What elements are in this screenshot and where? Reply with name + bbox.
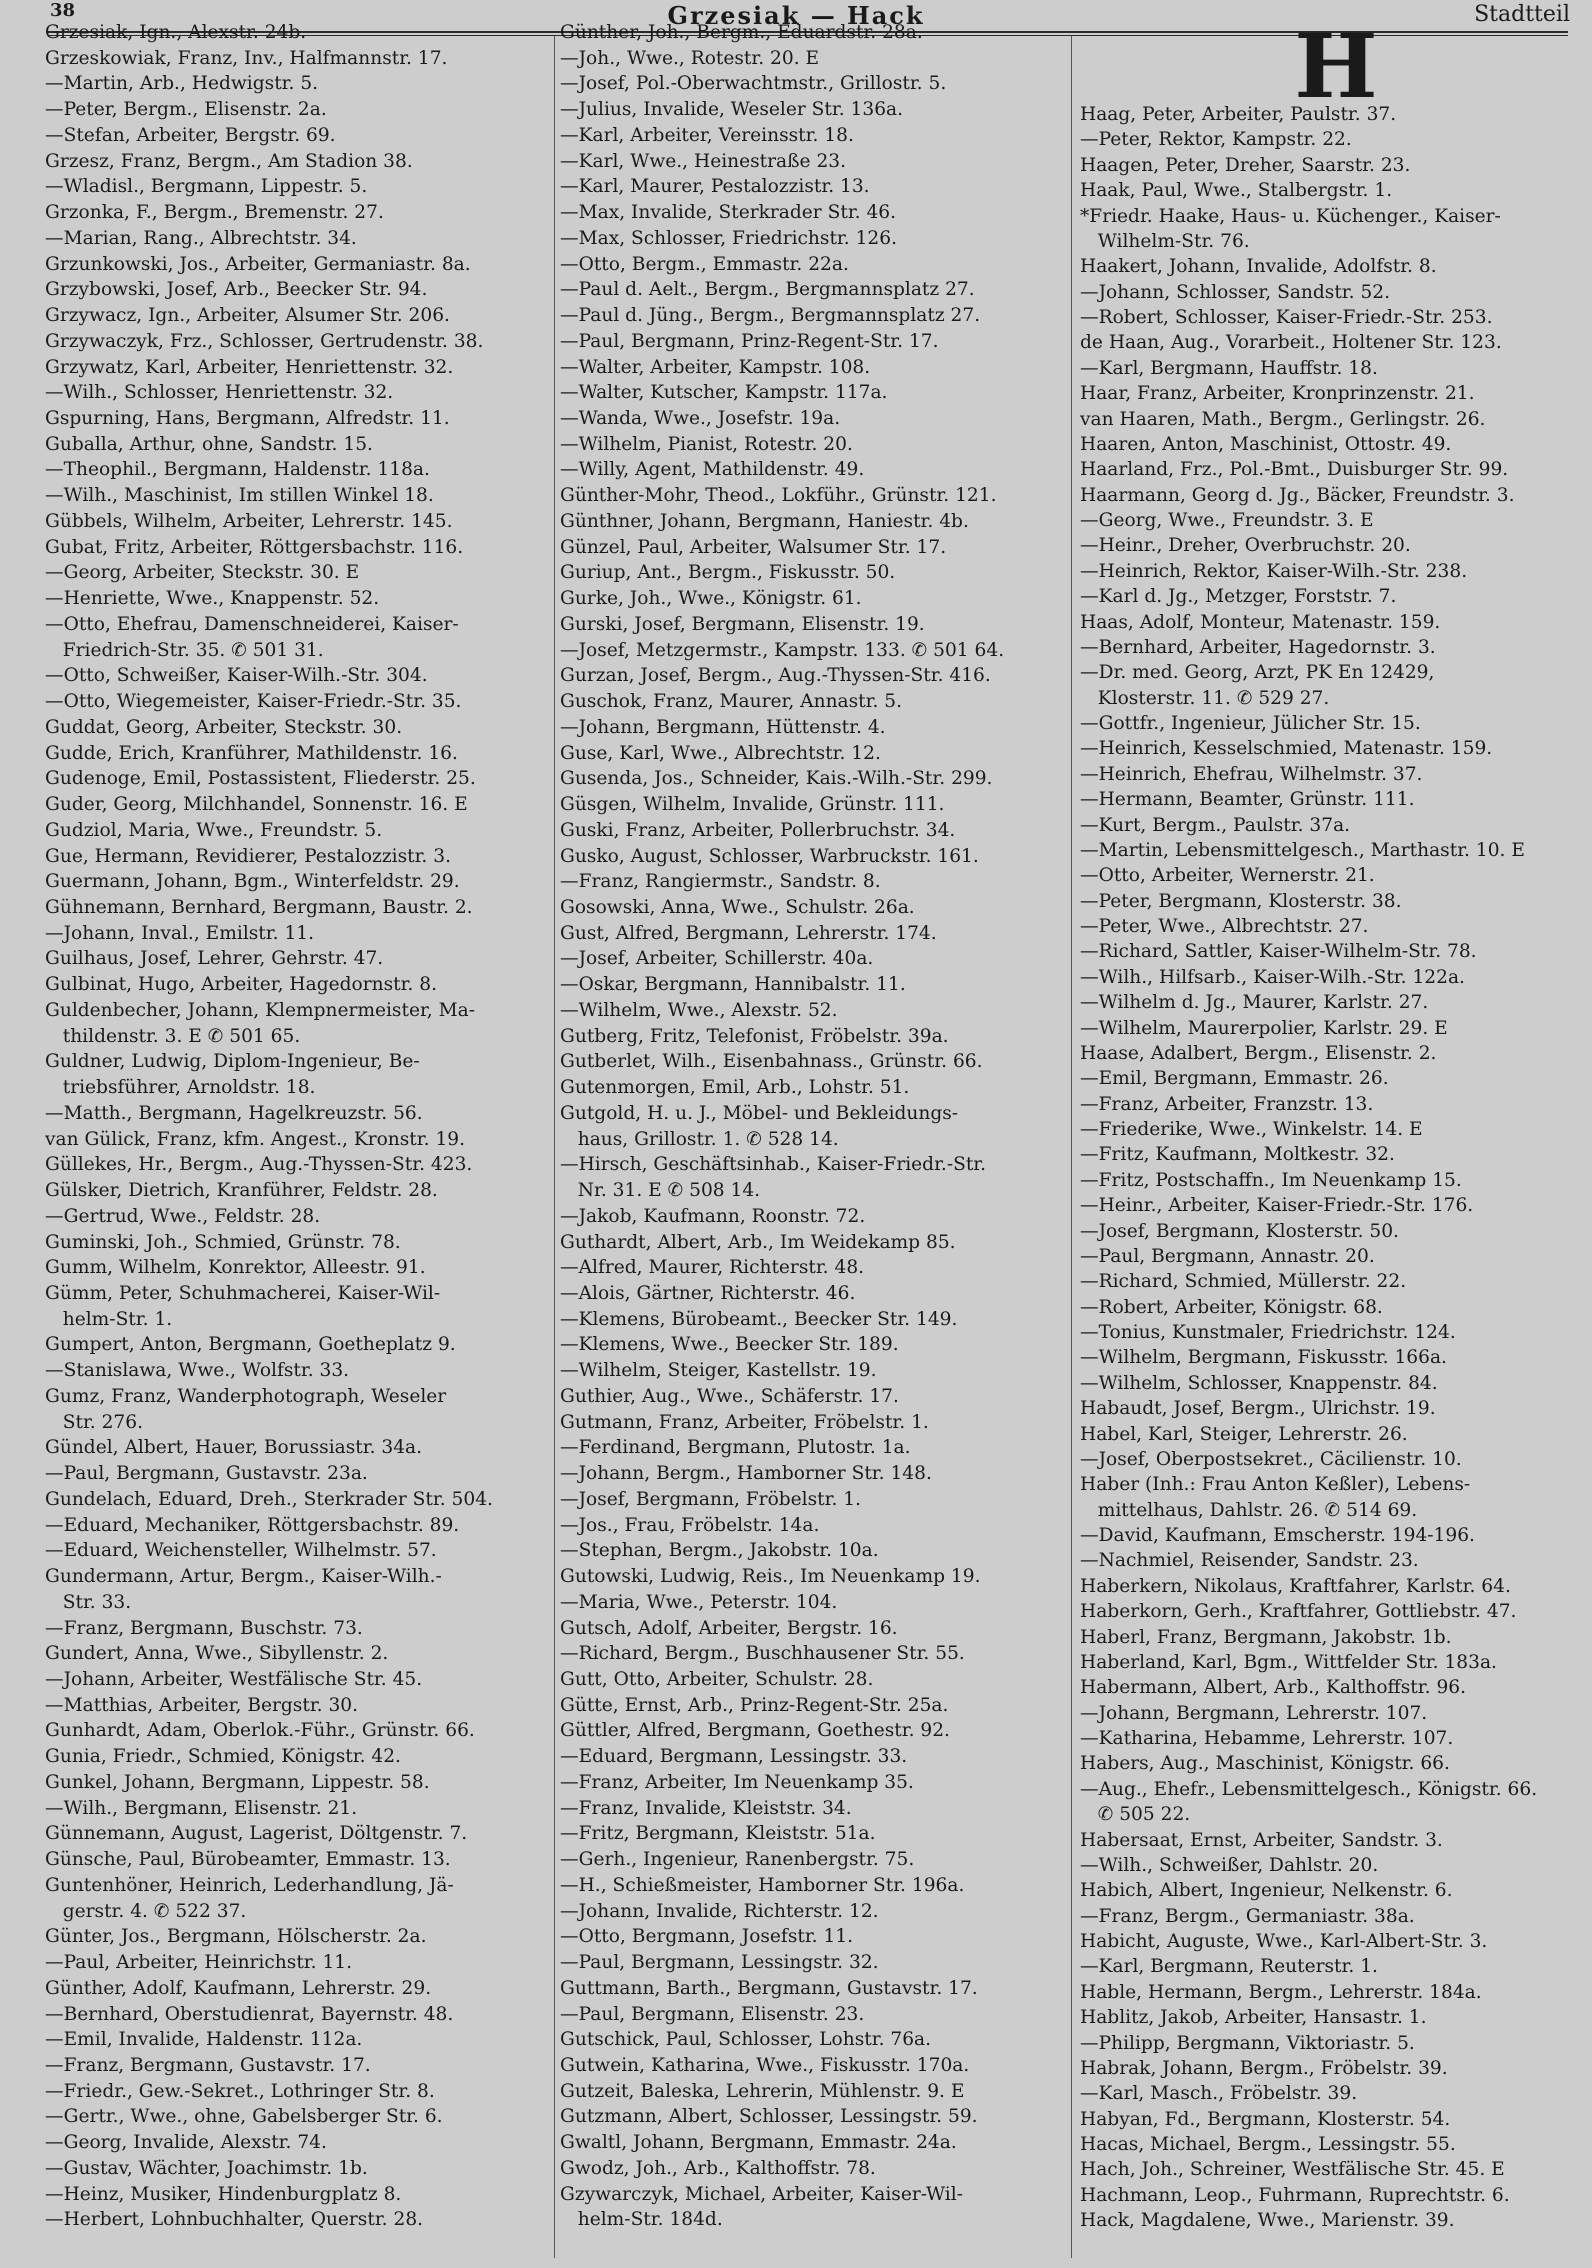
directory-entry: gerstr. 4. ✆ 522 37. [45,1900,247,1922]
directory-entry: —Johann, Schlosser, Sandstr. 52. [1080,281,1391,303]
directory-entry: —Josef, Arbeiter, Schillerstr. 40a. [560,948,874,970]
directory-entry: —Franz, Bergmann, Buschstr. 73. [45,1617,363,1639]
directory-entry: Grzywacz, Ign., Arbeiter, Alsumer Str. 206. [45,305,450,327]
directory-entry: —Wilhelm, Bergmann, Fiskusstr. 166a. [1080,1347,1447,1369]
directory-entry: Nr. 31. E ✆ 508 14. [560,1180,761,1202]
directory-entry: Gümm, Peter, Schuhmacherei, Kaiser-Wil- [45,1282,441,1304]
directory-entry: —Johann, Arbeiter, Westfälische Str. 45. [45,1669,423,1690]
directory-entry: —Georg, Wwe., Freundstr. 3. E [1080,510,1374,531]
directory-entry: Haberkern, Nikolaus, Kraftfahrer, Karlstr. 64. [1080,1575,1511,1597]
directory-entry: —Otto, Schweißer, Kaiser-Wilh.-Str. 304. [45,665,428,687]
directory-entry: Grzonka, F., Bergm., Bremenstr. 27. [45,202,384,224]
directory-entry: Gwodz, Joh., Arb., Kalthoffstr. 78. [560,2157,876,2179]
directory-entry: ✆ 505 22. [1080,1804,1191,1826]
directory-entry: Gurski, Josef, Bergmann, Elisenstr. 19. [560,613,925,635]
directory-entry: —Franz, Bergmann, Gustavstr. 17. [45,2055,371,2077]
directory-entry: —Stanislawa, Wwe., Wolfstr. 33. [45,1360,350,1382]
directory-entry: —Paul, Bergmann, Elisenstr. 23. [560,2003,865,2025]
directory-entry: —Paul, Bergmann, Gustavstr. 23a. [45,1463,368,1485]
directory-entry: Grzeskowiak, Franz, Inv., Halfmannstr. 17. [45,47,448,69]
directory-entry: —Gertrud, Wwe., Feldstr. 28. [45,1205,321,1227]
directory-entry: Guder, Georg, Milchhandel, Sonnenstr. 16. E [45,794,468,816]
directory-entry: Gübbels, Wilhelm, Arbeiter, Lehrerstr. 145. [45,510,453,532]
directory-entry: —Tonius, Kunstmaler, Friedrichstr. 124. [1080,1322,1456,1343]
directory-entry: Guermann, Johann, Bgm., Winterfeldstr. 29. [45,871,460,893]
directory-entry: —Josef, Pol.-Oberwachtmstr., Grillostr. 5. [560,73,947,95]
directory-entry: Habers, Aug., Maschinist, Königstr. 66. [1080,1753,1450,1775]
directory-entry: Gutsch, Adolf, Arbeiter, Bergstr. 16. [560,1617,898,1639]
directory-entry: Guballa, Arthur, ohne, Sandstr. 15. [45,433,373,455]
directory-entry: —Josef, Metzgermstr., Kampstr. 133. ✆ 501 64. [560,639,1005,661]
directory-entry: Guilhaus, Josef, Lehrer, Gehrstr. 47. [45,948,384,970]
directory-entry: —Wilhelm, Steiger, Kastellstr. 19. [560,1360,877,1382]
directory-entry: Haber (Inh.: Frau Anton Keßler), Lebens- [1080,1474,1471,1496]
directory-entry: Günter, Jos., Bergmann, Hölscherstr. 2a. [45,1926,427,1948]
page-number: 38 [50,0,76,21]
directory-entry: —Wilh., Hilfsarb., Kaiser-Wilh.-Str. 122a. [1080,966,1465,988]
directory-entry: Güttler, Alfred, Bergmann, Goethestr. 92. [560,1720,950,1742]
directory-entry: —Franz, Invalide, Kleiststr. 34. [560,1797,852,1819]
directory-entry: Hack, Magdalene, Wwe., Marienstr. 39. [1080,2210,1455,2232]
directory-entry: Haakert, Johann, Invalide, Adolfstr. 8. [1080,256,1437,278]
directory-entry: Gütte, Ernst, Arb., Prinz-Regent-Str. 25a. [560,1694,949,1716]
directory-entry: —Bernhard, Oberstudienrat, Bayernstr. 48. [45,2003,454,2025]
directory-entry: —Johann, Bergmann, Hüttenstr. 4. [560,716,886,738]
directory-entry: haus, Grillostr. 1. ✆ 528 14. [560,1128,839,1150]
directory-entry: —Josef, Oberpostsekret., Cäcilienstr. 10. [1080,1448,1462,1470]
directory-entry: Günzel, Paul, Arbeiter, Walsumer Str. 17. [560,536,947,558]
directory-entry: —Richard, Schmied, Müllerstr. 22. [1080,1271,1407,1293]
directory-entry: —Paul d. Jüng., Bergm., Bergmannsplatz 27. [560,305,981,327]
directory-entry: Grzesz, Franz, Bergm., Am Stadion 38. [45,150,413,172]
directory-entry: Hable, Hermann, Bergm., Lehrerstr. 184a. [1080,1981,1482,2003]
directory-entry: —Franz, Rangiermstr., Sandstr. 8. [560,871,881,893]
directory-entry: —Matthias, Arbeiter, Bergstr. 30. [45,1694,359,1716]
directory-entry: Hacas, Michael, Bergm., Lessingstr. 55. [1080,2134,1456,2155]
directory-entry: —Eduard, Mechaniker, Röttgersbachstr. 89. [45,1514,460,1536]
directory-entry: Gusko, August, Schlosser, Warbruckstr. 161. [560,845,979,867]
directory-entry: —Paul, Bergmann, Annastr. 20. [1080,1245,1375,1267]
directory-entry: Günthner, Johann, Bergmann, Haniestr. 4b. [560,510,969,532]
directory-entry: de Haan, Aug., Vorarbeit., Holtener Str. 123. [1080,332,1502,354]
directory-entry: Hachmann, Leop., Fuhrmann, Ruprechtstr. 6. [1080,2184,1510,2206]
section-letter: H [1294,14,1378,118]
directory-entry: —Heinrich, Rektor, Kaiser-Wilh.-Str. 238. [1080,560,1468,582]
directory-entry: —Stephan, Bergm., Jakobstr. 10a. [560,1540,879,1562]
directory-entry: —Gerh., Ingenieur, Ranenbergstr. 75. [560,1849,915,1871]
column-2 [560,20,1065,2233]
directory-entry: —Karl, Maurer, Pestalozzistr. 13. [560,176,870,198]
directory-entry: Hablitz, Jakob, Arbeiter, Hansastr. 1. [1080,2007,1427,2029]
directory-entry: Habrak, Johann, Bergm., Fröbelstr. 39. [1080,2057,1448,2079]
directory-entry: —Georg, Arbeiter, Steckstr. 30. E [45,562,360,584]
directory-entry: Guthardt, Albert, Arb., Im Weidekamp 85. [560,1231,956,1253]
directory-entry: Gutgold, H. u. J., Möbel- und Bekleidungs- [560,1102,959,1124]
directory-entry: —Peter, Bergmann, Klosterstr. 38. [1080,890,1402,912]
directory-entry: —Theophil., Bergmann, Haldenstr. 118a. [45,459,430,481]
directory-entry: Güsgen, Wilhelm, Invalide, Grünstr. 111. [560,794,945,816]
directory-entry: Haak, Paul, Wwe., Stalbergstr. 1. [1080,180,1393,202]
directory-entry: —Jos., Frau, Fröbelstr. 14a. [560,1514,820,1536]
column-divider [1071,36,1072,2258]
directory-entry: —Matth., Bergmann, Hagelkreuzstr. 56. [45,1102,423,1124]
directory-entry: Haarland, Frz., Pol.-Bmt., Duisburger Str. 99. [1080,459,1509,481]
directory-entry: thildenstr. 3. E ✆ 501 65. [45,1025,301,1047]
directory-entry: —Josef, Bergmann, Fröbelstr. 1. [560,1488,862,1510]
directory-entry: —Otto, Ehefrau, Damenschneiderei, Kaiser- [45,613,459,635]
directory-entry: —Karl, Masch., Fröbelstr. 39. [1080,2083,1358,2105]
directory-entry: —Eduard, Weichensteller, Wilhelmstr. 57. [45,1540,437,1562]
directory-entry: —Julius, Invalide, Weseler Str. 136a. [560,99,904,121]
directory-entry: Gumpert, Anton, Bergmann, Goetheplatz 9. [45,1334,456,1356]
directory-entry: —Wilh., Bergmann, Elisenstr. 21. [45,1797,358,1819]
directory-entry: Gunhardt, Adam, Oberlok.-Führ., Grünstr. 66. [45,1720,475,1742]
directory-entry: Günther, Adolf, Kaufmann, Lehrerstr. 29. [45,1977,432,1999]
directory-entry: —Katharina, Hebamme, Lehrerstr. 107. [1080,1728,1454,1749]
directory-entry: —Wladisl., Bergmann, Lippestr. 5. [45,176,368,198]
directory-entry: —Paul, Bergmann, Lessingstr. 32. [560,1952,879,1974]
directory-entry: Hach, Joh., Schreiner, Westfälische Str. 45. E [1080,2159,1505,2181]
directory-entry: Gundelach, Eduard, Dreh., Sterkrader Str. 504. [45,1488,493,1510]
directory-entry: Guse, Karl, Wwe., Albrechtstr. 12. [560,742,881,764]
directory-entry: Gwaltl, Johann, Bergmann, Emmastr. 24a. [560,2132,957,2154]
directory-entry: —Heinr., Arbeiter, Kaiser-Friedr.-Str. 176. [1080,1195,1474,1217]
directory-entry: helm-Str. 1. [45,1308,173,1330]
directory-entry: —Wilhelm, Wwe., Alexstr. 52. [560,999,838,1021]
directory-entry: —Robert, Arbeiter, Königstr. 68. [1080,1296,1383,1318]
directory-entry: Gutschick, Paul, Schlosser, Lohstr. 76a. [560,2029,932,2051]
directory-entry: Gutt, Otto, Arbeiter, Schulstr. 28. [560,1669,874,1690]
directory-entry: —Hirsch, Geschäftsinhab., Kaiser-Friedr.-Str. [560,1154,987,1176]
directory-entry: Gurzan, Josef, Bergm., Aug.-Thyssen-Str. 416. [560,665,991,687]
directory-entry: Haagen, Peter, Dreher, Saarstr. 23. [1080,154,1411,176]
directory-entry: Gutberlet, Wilh., Eisenbahnass., Grünstr. 66. [560,1051,983,1073]
directory-entry: Gumm, Wilhelm, Konrektor, Alleestr. 91. [45,1257,426,1279]
directory-entry: Gspurning, Hans, Bergmann, Alfredstr. 11. [45,408,450,430]
column-1 [45,20,550,2233]
directory-entry: —Johann, Invalide, Richterstr. 12. [560,1900,879,1922]
directory-entry: —Peter, Rektor, Kampstr. 22. [1080,129,1352,151]
directory-entry: Habyan, Fd., Bergmann, Klosterstr. 54. [1080,2108,1451,2130]
directory-entry: Gulbinat, Hugo, Arbeiter, Hagedornstr. 8. [45,974,437,996]
directory-entry: —Wilhelm d. Jg., Maurer, Karlstr. 27. [1080,992,1429,1014]
directory-entry: —Fritz, Postschaffn., Im Neuenkamp 15. [1080,1169,1462,1191]
directory-entry: Grzywaczyk, Frz., Schlosser, Gertrudenstr. 38. [45,330,484,352]
directory-entry: Günther-Mohr, Theod., Lokführ., Grünstr. 121. [560,485,997,507]
directory-entry: —Willy, Agent, Mathildenstr. 49. [560,459,865,481]
directory-entry: —Bernhard, Arbeiter, Hagedornstr. 3. [1080,636,1436,658]
directory-entry: —Franz, Arbeiter, Im Neuenkamp 35. [560,1771,914,1793]
directory-entry: Friedrich-Str. 35. ✆ 501 31. [45,639,324,661]
directory-entry: Günsche, Paul, Bürobeamter, Emmastr. 13. [45,1849,451,1871]
directory-entry: —Maria, Wwe., Peterstr. 104. [560,1591,838,1613]
directory-entry: —Otto, Bergmann, Josefstr. 11. [560,1926,854,1948]
directory-entry: —Franz, Arbeiter, Franzstr. 13. [1080,1093,1374,1115]
directory-entry: Wilhelm-Str. 76. [1080,230,1250,252]
directory-entry: —Marian, Rang., Albrechtstr. 34. [45,227,357,249]
directory-entry: Gutowski, Ludwig, Reis., Im Neuenkamp 19. [560,1566,981,1588]
column-divider [554,36,555,2258]
directory-entry: Gust, Alfred, Bergmann, Lehrerstr. 174. [560,922,937,944]
directory-entry: —Max, Schlosser, Friedrichstr. 126. [560,227,897,249]
directory-entry: Gunia, Friedr., Schmied, Königstr. 42. [45,1746,401,1768]
directory-entry: —Emil, Bergmann, Emmastr. 26. [1080,1068,1389,1090]
directory-entry: —Karl, Wwe., Heinestraße 23. [560,150,847,172]
directory-entry: Guthier, Aug., Wwe., Schäferstr. 17. [560,1385,899,1407]
directory-entry: triebsführer, Arnoldstr. 18. [45,1077,316,1099]
directory-entry: Haar, Franz, Arbeiter, Kronprinzenstr. 21. [1080,383,1475,405]
directory-entry: —Martin, Arb., Hedwigstr. 5. [45,73,319,95]
directory-entry: Gülsker, Dietrich, Kranführer, Feldstr. 28. [45,1180,438,1202]
directory-entry: —Paul, Bergmann, Prinz-Regent-Str. 17. [560,330,939,352]
directory-entry: Günther, Joh., Bergm., Eduardstr. 28a. [560,22,923,43]
directory-entry: Haas, Adolf, Monteur, Matenastr. 159. [1080,611,1441,633]
directory-entry: —Max, Invalide, Sterkrader Str. 46. [560,202,897,224]
directory-entry: —Aug., Ehefr., Lebensmittelgesch., Königstr. 66. [1080,1778,1538,1800]
directory-entry: Gundert, Anna, Wwe., Sibyllenstr. 2. [45,1643,389,1665]
directory-entry: —Wilh., Schweißer, Dahlstr. 20. [1080,1854,1379,1876]
directory-entry: Gunkel, Johann, Bergmann, Lippestr. 58. [45,1771,430,1793]
directory-entry: —Herbert, Lohnbuchhalter, Querstr. 28. [45,2209,424,2231]
directory-entry: —Peter, Wwe., Albrechtstr. 27. [1080,916,1369,937]
directory-entry: —Heinz, Musiker, Hindenburgplatz 8. [45,2183,402,2205]
directory-entry: Guriup, Ant., Bergm., Fiskusstr. 50. [560,562,896,584]
directory-entry: Gudziol, Maria, Wwe., Freundstr. 5. [45,819,383,841]
directory-entry: van Haaren, Math., Bergm., Gerlingstr. 26. [1080,408,1486,430]
directory-entry: Gubat, Fritz, Arbeiter, Röttgersbachstr. 116. [45,536,464,558]
directory-entry: Haberkorn, Gerh., Kraftfahrer, Gottliebstr. 47. [1080,1601,1517,1623]
directory-entry: —Heinrich, Kesselschmied, Matenastr. 159. [1080,738,1493,760]
directory-entry: Gutwein, Katharina, Wwe., Fiskusstr. 170a. [560,2055,970,2077]
directory-entry: Habel, Karl, Steiger, Lehrerstr. 26. [1080,1423,1408,1445]
directory-entry: Str. 33. [45,1591,132,1613]
directory-entry: —Alfred, Maurer, Richterstr. 48. [560,1257,865,1279]
directory-entry: —Richard, Bergm., Buschhausener Str. 55. [560,1643,965,1665]
directory-entry: Grzesiak, Ign., Alexstr. 24b. [45,22,307,43]
directory-entry: —Paul d. Aelt., Bergm., Bergmannsplatz 27. [560,279,975,301]
directory-entry: —Karl, Arbeiter, Vereinsstr. 18. [560,124,854,146]
directory-entry: —Fritz, Bergmann, Kleiststr. 51a. [560,1823,876,1845]
directory-entry: —Otto, Wiegemeister, Kaiser-Friedr.-Str. 35. [45,691,462,713]
directory-entry: Guttmann, Barth., Bergmann, Gustavstr. 17. [560,1977,978,1999]
directory-entry: —Karl d. Jg., Metzger, Forststr. 7. [1080,586,1397,608]
running-head-right: Stadtteil [1474,2,1570,27]
directory-entry: —Georg, Invalide, Alexstr. 74. [45,2132,327,2154]
directory-entry: Gutzeit, Baleska, Lehrerin, Mühlenstr. 9. E [560,2080,965,2102]
directory-entry: —Heinr., Dreher, Overbruchstr. 20. [1080,535,1411,557]
directory-entry: *Friedr. Haake, Haus- u. Küchenger., Kaiser- [1080,205,1501,227]
directory-entry: —Walter, Arbeiter, Kampstr. 108. [560,356,871,378]
directory-entry: Gutmann, Franz, Arbeiter, Fröbelstr. 1. [560,1411,929,1433]
directory-entry: Grzunkowski, Jos., Arbeiter, Germaniastr. 8a. [45,253,471,275]
directory-entry: —Heinrich, Ehefrau, Wilhelmstr. 37. [1080,763,1423,785]
directory-entry: Gündel, Albert, Hauer, Borussiastr. 34a. [45,1437,423,1459]
directory-entry: Habersaat, Ernst, Arbeiter, Sandstr. 3. [1080,1829,1443,1851]
directory-entry: —H., Schießmeister, Hamborner Str. 196a. [560,1874,965,1896]
directory-entry: —David, Kaufmann, Emscherstr. 194-196. [1080,1525,1475,1546]
directory-entry: Haberl, Franz, Bergmann, Jakobstr. 1b. [1080,1626,1452,1648]
directory-entry: —Johann, Inval., Emilstr. 11. [45,922,315,944]
directory-entry: —Friederike, Wwe., Winkelstr. 14. E [1080,1119,1423,1140]
directory-entry: —Gustav, Wächter, Joachimstr. 1b. [45,2157,368,2179]
directory-entry: —Klemens, Bürobeamt., Beecker Str. 149. [560,1308,958,1330]
directory-entry: —Kurt, Bergm., Paulstr. 37a. [1080,814,1351,836]
directory-entry: —Wilhelm, Schlosser, Knappenstr. 84. [1080,1372,1438,1394]
directory-entry: Grzybowski, Josef, Arb., Beecker Str. 94. [45,279,428,301]
directory-entry: —Peter, Bergm., Elisenstr. 2a. [45,99,327,121]
directory-entry: —Wanda, Wwe., Josefstr. 19a. [560,408,841,430]
directory-entry: Guddat, Georg, Arbeiter, Steckstr. 30. [45,716,403,738]
directory-entry: van Gülick, Franz, kfm. Angest., Kronstr. 19. [45,1128,466,1150]
directory-entry: Haase, Adalbert, Bergm., Elisenstr. 2. [1080,1042,1437,1064]
directory-entry: Gumz, Franz, Wanderphotograph, Weseler [45,1385,447,1407]
directory-entry: Gosowski, Anna, Wwe., Schulstr. 26a. [560,896,915,918]
directory-entry: Guschok, Franz, Maurer, Annastr. 5. [560,691,903,713]
directory-entry: —Wilh., Maschinist, Im stillen Winkel 18. [45,485,434,507]
directory-entry: Guski, Franz, Arbeiter, Pollerbruchstr. 34. [560,819,956,841]
directory-entry: Guldner, Ludwig, Diplom-Ingenieur, Be- [45,1051,420,1073]
directory-entry: Guminski, Joh., Schmied, Grünstr. 78. [45,1231,401,1253]
directory-entry: Gundermann, Artur, Bergm., Kaiser-Wilh.- [45,1566,442,1588]
directory-entry: Habaudt, Josef, Bergm., Ulrichstr. 19. [1080,1398,1436,1420]
directory-entry: Gurke, Joh., Wwe., Königstr. 61. [560,588,862,610]
directory-entry: Gutenmorgen, Emil, Arb., Lohstr. 51. [560,1077,910,1099]
directory-entry: —Richard, Sattler, Kaiser-Wilhelm-Str. 78. [1080,941,1477,963]
directory-entry: Str. 276. [45,1411,144,1433]
directory-entry: —Stefan, Arbeiter, Bergstr. 69. [45,124,336,146]
directory-entry: Haberland, Karl, Bgm., Wittfelder Str. 183a. [1080,1651,1497,1673]
directory-entry: Habermann, Albert, Arb., Kalthoffstr. 96. [1080,1677,1467,1699]
directory-entry: —Nachmiel, Reisender, Sandstr. 23. [1080,1550,1419,1572]
directory-entry: —Jakob, Kaufmann, Roonstr. 72. [560,1205,866,1227]
directory-entry: —Johann, Bergm., Hamborner Str. 148. [560,1463,932,1485]
directory-entry: —Eduard, Bergmann, Lessingstr. 33. [560,1746,908,1768]
directory-entry: Klosterstr. 11. ✆ 529 27. [1080,687,1330,709]
directory-entry: —Wilh., Schlosser, Henriettenstr. 32. [45,382,394,404]
directory-entry: —Wilhelm, Maurerpolier, Karlstr. 29. E [1080,1017,1448,1039]
directory-entry: —Robert, Schlosser, Kaiser-Friedr.-Str. 253. [1080,307,1493,328]
directory-entry: Guntenhöner, Heinrich, Lederhandlung, Jä- [45,1874,454,1896]
directory-entry: Guldenbecher, Johann, Klempnermeister, Ma- [45,999,476,1021]
directory-entry: mittelhaus, Dahlstr. 26. ✆ 514 69. [1080,1499,1418,1521]
directory-entry: Gutberg, Fritz, Telefonist, Fröbelstr. 39a. [560,1025,949,1047]
directory-entry: —Emil, Invalide, Haldenstr. 112a. [45,2029,363,2051]
directory-entry: Habicht, Auguste, Wwe., Karl-Albert-Str. 3. [1080,1931,1488,1952]
directory-entry: —Joh., Wwe., Rotestr. 20. E [560,47,820,69]
directory-entry: —Otto, Arbeiter, Wernerstr. 21. [1080,865,1375,887]
directory-entry: Haag, Peter, Arbeiter, Paulstr. 37. [1080,104,1397,125]
directory-entry: —Philipp, Bergmann, Viktoriastr. 5. [1080,2032,1415,2054]
directory-entry: —Paul, Arbeiter, Heinrichstr. 11. [45,1952,353,1974]
directory-entry: Gudde, Erich, Kranführer, Mathildenstr. 16. [45,742,458,764]
directory-entry: —Karl, Bergmann, Hauffstr. 18. [1080,357,1378,379]
directory-entry: —Ferdinand, Bergmann, Plutostr. 1a. [560,1437,911,1459]
page-title: Grzesiak — Hack [667,1,925,30]
directory-entry: —Henriette, Wwe., Knappenstr. 52. [45,588,380,610]
directory-entry: —Wilhelm, Pianist, Rotestr. 20. [560,433,853,455]
directory-entry: —Hermann, Beamter, Grünstr. 111. [1080,789,1415,811]
directory-entry: —Martin, Lebensmittelgesch., Marthastr. 10. E [1080,839,1525,861]
directory-entry: Haarmann, Georg d. Jg., Bäcker, Freundstr. 3. [1080,484,1515,506]
directory-entry: —Karl, Bergmann, Reuterstr. 1. [1080,1956,1378,1978]
directory-entry: —Fritz, Kaufmann, Moltkestr. 32. [1080,1144,1395,1166]
directory-entry: —Johann, Bergmann, Lehrerstr. 107. [1080,1702,1428,1724]
directory-entry: —Gertr., Wwe., ohne, Gabelsberger Str. 6. [45,2106,443,2128]
directory-entry: Gzywarczyk, Michael, Arbeiter, Kaiser-Wil- [560,2183,963,2205]
directory-entry: —Alois, Gärtner, Richterstr. 46. [560,1282,856,1304]
directory-entry: helm-Str. 184d. [560,2209,723,2231]
directory-entry: Haaren, Anton, Maschinist, Ottostr. 49. [1080,433,1452,455]
directory-entry: —Franz, Bergm., Germaniastr. 38a. [1080,1905,1415,1927]
directory-entry: Güllekes, Hr., Bergm., Aug.-Thyssen-Str. 423. [45,1154,473,1176]
directory-entry: —Oskar, Bergmann, Hannibalstr. 11. [560,974,906,996]
directory-entry: Gusenda, Jos., Schneider, Kais.-Wilh.-Str. 299. [560,768,993,790]
directory-entry: —Klemens, Wwe., Beecker Str. 189. [560,1334,899,1356]
directory-entry: —Otto, Bergm., Emmastr. 22a. [560,253,849,275]
directory-entry: —Friedr., Gew.-Sekret., Lothringer Str. 8. [45,2080,435,2102]
directory-entry: —Dr. med. Georg, Arzt, PK En 12429, [1080,662,1435,684]
directory-entry: Gühnemann, Bernhard, Bergmann, Baustr. 2. [45,896,473,918]
directory-entry: —Josef, Bergmann, Klosterstr. 50. [1080,1220,1399,1242]
directory-entry: Grzywatz, Karl, Arbeiter, Henriettenstr. 32. [45,356,454,378]
directory-entry: Gutzmann, Albert, Schlosser, Lessingstr. 59. [560,2106,978,2128]
directory-entry: Gudenoge, Emil, Postassistent, Fliederstr. 25. [45,768,476,790]
directory-entry: Gue, Hermann, Revidierer, Pestalozzistr. 3. [45,845,451,867]
directory-entry: Habich, Albert, Ingenieur, Nelkenstr. 6. [1080,1880,1453,1902]
directory-entry: —Gottfr., Ingenieur, Jülicher Str. 15. [1080,713,1421,734]
directory-entry: Günnemann, August, Lagerist, Döltgenstr. 7. [45,1823,468,1845]
directory-entry: —Walter, Kutscher, Kampstr. 117a. [560,382,888,404]
